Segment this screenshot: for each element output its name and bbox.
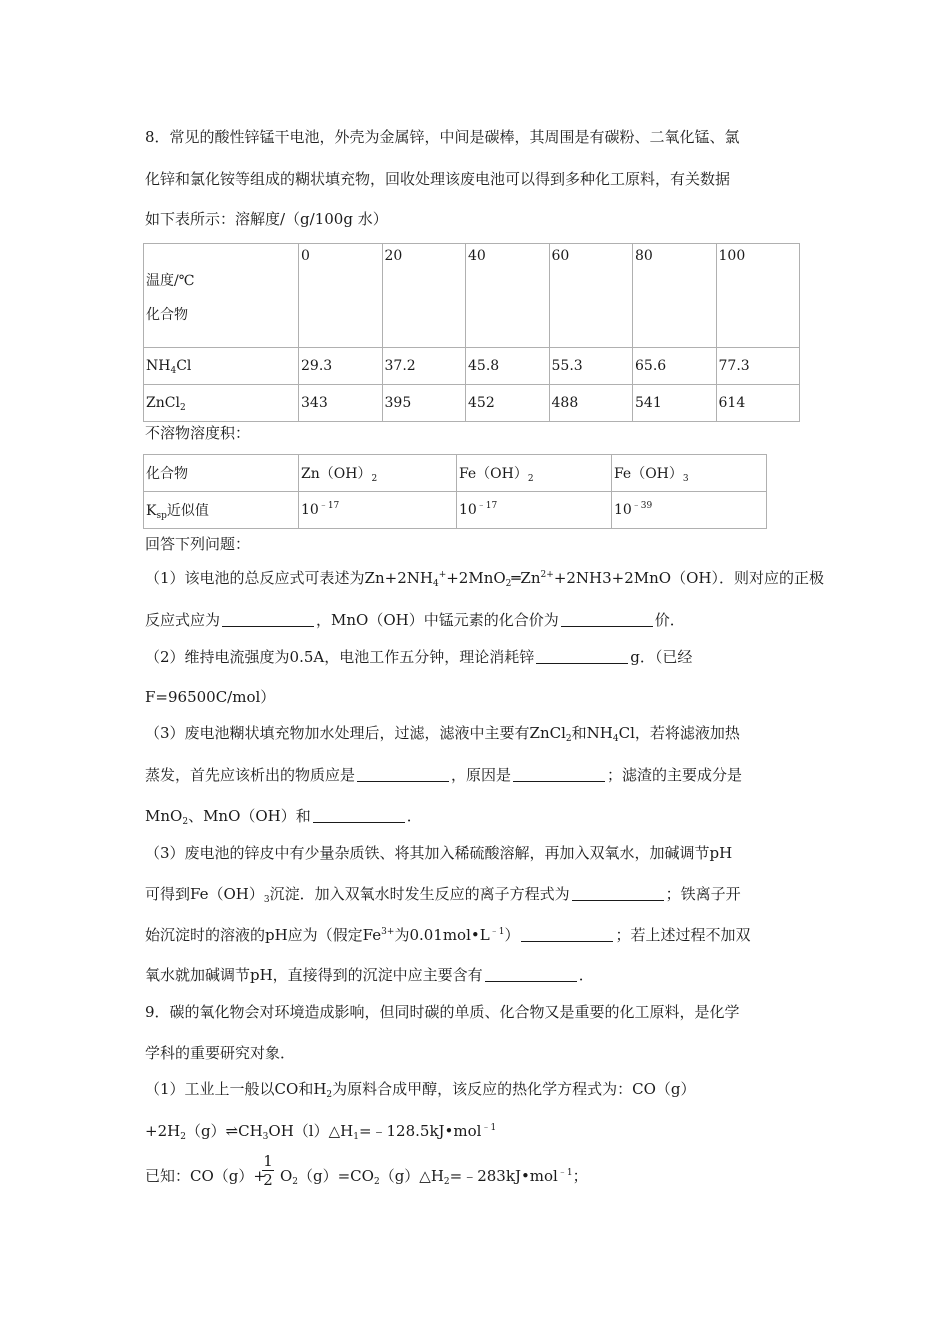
temp-cell: 80 (633, 244, 717, 348)
answer-blank[interactable] (521, 927, 613, 942)
q8-part1-line2: 反应式应为 ，MnO（OH）中锰元素的化合价为 价． (145, 611, 685, 629)
value-cell: 488 (549, 385, 633, 422)
answer-blank[interactable] (572, 886, 664, 901)
value-cell: 77.3 (716, 348, 800, 385)
value-cell: 37.2 (382, 348, 466, 385)
compound-header: 化合物 (144, 455, 299, 492)
ksp-value: $10^{﹣39}$ (611, 492, 766, 529)
q8-part3-line2: 蒸发，首先应该析出的物质应是 ，原因是 ；滤渣的主要成分是 (145, 766, 743, 784)
q8-part4-line2: 可得到$Fe(OH)_3$沉淀．加入双氧水时发生反应的离子方程式为 ；铁离子开 (145, 885, 741, 905)
solubility-table (143, 243, 800, 422)
q8-part3-line1: （3）废电池糊状填充物加水处理后，过滤，滤液中主要有ZnCl$_2$和$NH_4Cl$，若将滤液加热 (145, 724, 740, 744)
answer-prompt: 回答下列问题： (145, 535, 251, 553)
temp-cell: 100 (716, 244, 800, 348)
temp-cell: 20 (382, 244, 466, 348)
value-cell: 541 (633, 385, 717, 422)
value-cell: 452 (466, 385, 550, 422)
q8-part3-line3: MnO$_2$、MnO（OH）和 ． (145, 807, 422, 827)
q8-part4-line3: 始沉淀时的溶液的pH应为（假定$Fe^{3+}$为$0.01mol•L^{﹣1}$） ；若上述过程不加双 (145, 926, 751, 944)
temperature-label: 温度/℃ (146, 273, 195, 289)
answer-blank[interactable] (222, 612, 314, 627)
table-row (144, 385, 800, 422)
q8-line-1: 8．常见的酸性锌锰干电池，外壳为金属锌，中间是碳棒，其周围是有碳粉、二氧化锰、氯 (145, 128, 740, 146)
ksp-table (143, 454, 767, 529)
answer-blank[interactable] (485, 967, 577, 982)
q8-part2-line2: F=96500C/mol） (145, 688, 276, 706)
compound-label: 化合物 (146, 307, 188, 323)
q9-known-equation: 已知：$CO(g)+ O_2(g)=CO_2(g)\triangle H_2=﹣283kJ•mol^{﹣1}$； (145, 1167, 588, 1187)
answer-blank[interactable] (536, 649, 628, 664)
ksp-value: $10^{﹣17}$ (299, 492, 457, 529)
fraction-numerator: 1 (263, 1152, 273, 1170)
q8-line-3: 如下表所示：溶解度/（g/100g 水） (145, 210, 388, 228)
header-label-cell (144, 244, 299, 348)
value-cell: 65.6 (633, 348, 717, 385)
ksp-label: $K_{sp}$近似值 (144, 492, 299, 529)
q9-line-1: 9．碳的氧化物会对环境造成影响，但同时碳的单质、化合物又是重要的化工原料，是化学 (145, 1003, 740, 1021)
value-cell: 614 (716, 385, 800, 422)
fraction-one-half (262, 1153, 274, 1188)
answer-blank[interactable] (357, 767, 449, 782)
q9-part1-line1: （1）工业上一般以CO和$H_2$为原料合成甲醇，该反应的热化学方程式为：CO（g） (145, 1080, 696, 1100)
answer-blank[interactable] (313, 808, 405, 823)
compound-cell: $Fe(OH)_3$ (611, 455, 766, 492)
fraction-denominator: 2 (263, 1171, 273, 1189)
table-row (144, 455, 767, 492)
value-cell: 395 (382, 385, 466, 422)
compound-cell: ZnCl$_2$ (144, 385, 299, 422)
ksp-value: $10^{﹣17}$ (456, 492, 611, 529)
temp-cell: 40 (466, 244, 550, 348)
q8-part2-line1: （2）维持电流强度为0.5A，电池工作五分钟，理论消耗锌 g．（已经 (145, 648, 693, 666)
answer-blank[interactable] (561, 612, 653, 627)
q8-part4-line1: （3）废电池的锌皮中有少量杂质铁、将其加入稀硫酸溶解，再加入双氧水，加碱调节pH (145, 844, 733, 862)
compound-cell: $NH_4Cl$ (144, 348, 299, 385)
temp-cell: 0 (299, 244, 383, 348)
table-header-row (144, 244, 800, 348)
table-row (144, 348, 800, 385)
value-cell: 343 (299, 385, 383, 422)
q8-part1-line1: （1）该电池的总反应式可表述为$Zn+2NH_4^++2MnO_2═Zn^{2+}+2NH3+2MnO(OH)$．则对应的正极 (145, 569, 824, 589)
table-row (144, 492, 767, 529)
q8-part4-line4: 氧水就加碱调节pH，直接得到的沉淀中应主要含有 ． (145, 966, 594, 984)
value-cell: 29.3 (299, 348, 383, 385)
q9-line-2: 学科的重要研究对象． (145, 1044, 296, 1062)
compound-cell: $Fe(OH)_2$ (456, 455, 611, 492)
value-cell: 55.3 (549, 348, 633, 385)
compound-cell: $Zn(OH)_2$ (299, 455, 457, 492)
q8-line-2: 化锌和氯化铵等组成的糊状填充物，回收处理该废电池可以得到多种化工原料，有关数据 (145, 170, 731, 188)
temp-cell: 60 (549, 244, 633, 348)
ksp-title: 不溶物溶度积： (145, 424, 251, 442)
answer-blank[interactable] (513, 767, 605, 782)
value-cell: 45.8 (466, 348, 550, 385)
q9-equation-1: $+2H_2(g)\rightleftharpoons CH_3OH(l)\triangle H_1=﹣128.5kJ•mol^{﹣1}$ (145, 1122, 497, 1142)
